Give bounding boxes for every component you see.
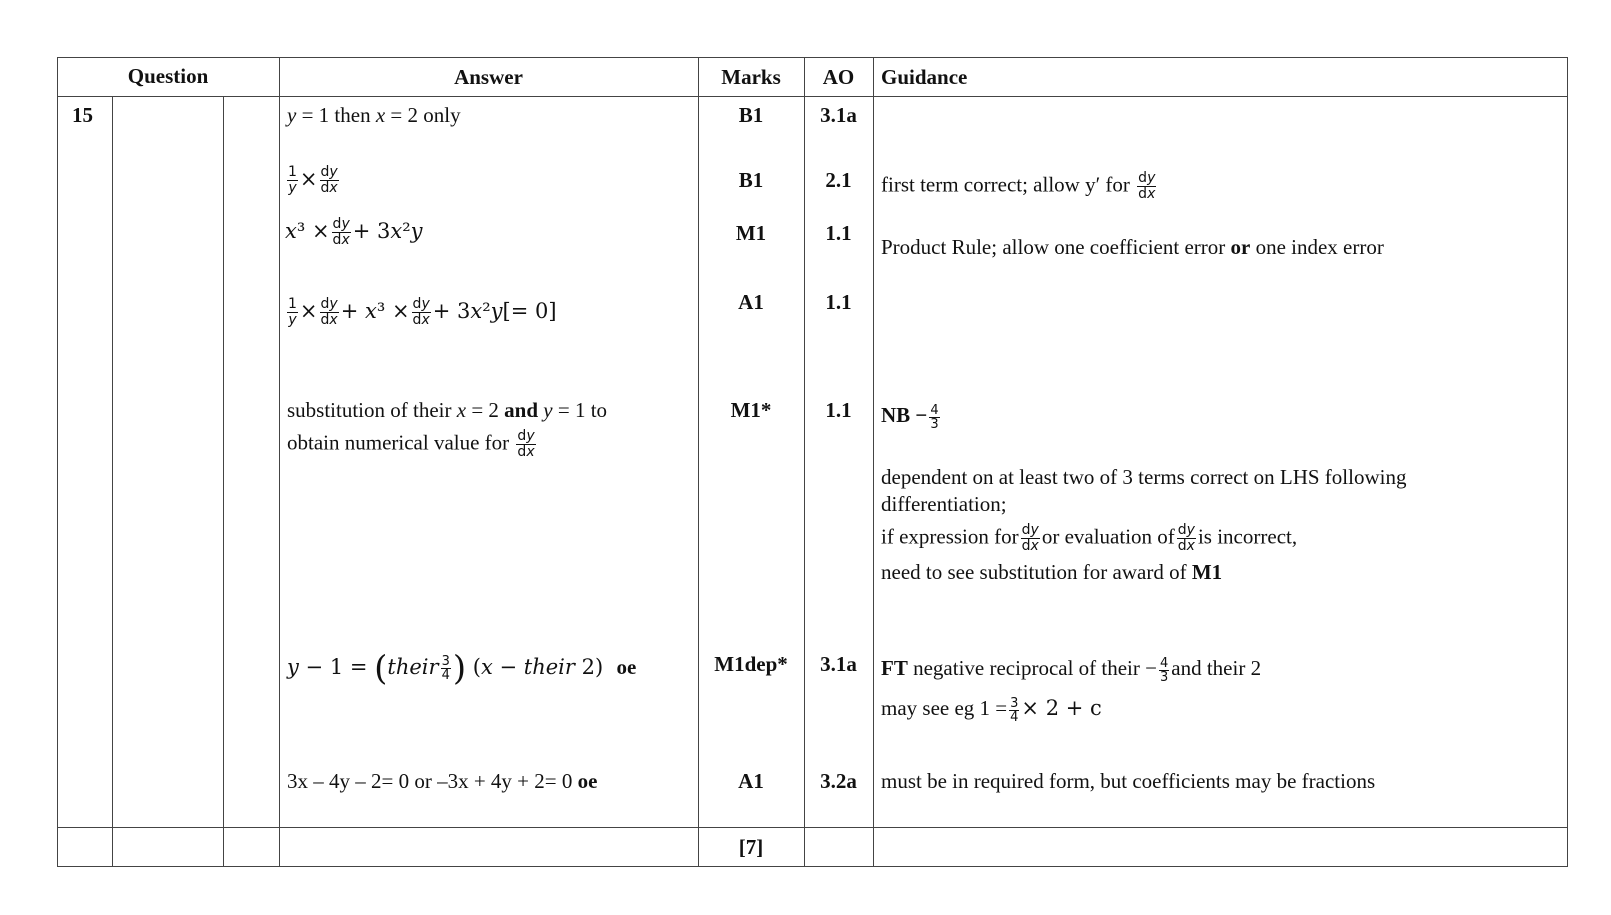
table-border-bottom	[57, 866, 1568, 867]
table-border-top	[57, 57, 1568, 58]
guidance-5-line2: differentiation;	[881, 492, 1007, 516]
ao-3: 1.1	[825, 221, 852, 245]
answer-line-2: $\frac{1}{y}$ × $\frac{dy}{dx}$	[288, 164, 338, 196]
header-divider	[57, 96, 1568, 97]
guidance-6-line1-b: and their 2	[1171, 656, 1262, 680]
guidance-6-line2-b: × 2 + c	[1021, 696, 1102, 720]
guidance-3-part-a: Product Rule; allow one coefficient error	[881, 235, 1231, 259]
column-divider	[873, 57, 874, 867]
answer-6-oe: oe	[616, 655, 637, 679]
header-guidance: Guidance	[881, 65, 968, 89]
answer-line-4: $\frac{1}{y}$ × $\frac{dy}{dx}$ + x³ × $\frac{dy}{dx}$ + 3x²y[= 0]	[288, 296, 557, 328]
guidance-5-line3: if expression for $\frac{dy}{dx}$ or evaluation of $\frac{dy}{dx}$ is incorrect,	[881, 522, 1298, 554]
answer-line-1: y = 1 then x = 2 only	[287, 103, 461, 127]
header-marks: Marks	[721, 65, 781, 89]
guidance-2: first term correct; allow y′ for $\frac{dy}{dx}$	[881, 170, 1156, 202]
table-border-left	[57, 57, 58, 867]
guidance-5-line3-b: or evaluation of	[1041, 524, 1175, 549]
guidance-3	[881, 234, 1384, 260]
mark-5: M1*	[730, 398, 772, 422]
mark-4: A1	[738, 290, 764, 314]
guidance-5-line1: dependent on at least two of 3 terms correct on LHS following	[881, 465, 1407, 489]
table-border-right	[1567, 57, 1568, 867]
answer-5-y: y	[538, 398, 553, 422]
total-row-divider	[57, 827, 1568, 828]
answer-line-6: y − 1 = (their $\frac{3}{4}$ ) (x − their 2) oe	[287, 648, 637, 689]
mark-3: M1	[735, 221, 767, 245]
column-divider	[112, 96, 113, 867]
column-divider	[279, 57, 280, 867]
answer-line-7	[287, 768, 597, 794]
ao-7: 3.2a	[820, 769, 857, 793]
column-divider	[223, 96, 224, 867]
guidance-2-text: first term correct; allow y′ for	[881, 172, 1130, 197]
ao-1: 3.1a	[820, 103, 857, 127]
answer-line-5a	[287, 397, 607, 423]
mark-7: A1	[738, 769, 764, 793]
header-answer: Answer	[454, 65, 523, 89]
guidance-5-line4	[881, 559, 1222, 585]
header-ao: AO	[822, 65, 855, 89]
guidance-6-line2-a: may see eg 1 =	[881, 696, 1008, 720]
answer-line-3: x³ × $\frac{dy}{dx}$ + 3x²y	[285, 216, 423, 248]
guidance-5-nb: NB − $\frac{4}{3}$	[881, 402, 939, 432]
ao-4: 1.1	[825, 290, 852, 314]
guidance-3-or: or	[1230, 235, 1251, 259]
ao-5: 1.1	[825, 398, 852, 422]
guidance-7: must be in required form, but coefficients may be fractions	[881, 769, 1376, 793]
guidance-6-line2: may see eg 1 = $\frac{3}{4}$ × 2 + c	[881, 695, 1102, 725]
header-question: Question	[127, 64, 209, 88]
answer-7-oe: oe	[577, 769, 598, 793]
guidance-6-line1-a: negative reciprocal of their −	[907, 656, 1157, 680]
mark-6: M1dep*	[714, 652, 788, 676]
guidance-5-line3-a: if expression for	[881, 524, 1019, 549]
answer-5-and: and	[504, 398, 539, 422]
guidance-5-line3-c: is incorrect,	[1197, 524, 1298, 549]
nb-label: NB −	[881, 403, 928, 427]
answer-5-text-a: substitution of their	[287, 398, 457, 422]
ao-2: 2.1	[825, 168, 852, 192]
answer-7-text: 3x – 4y – 2= 0 or –3x + 4y + 2= 0	[287, 769, 578, 793]
mark-1: B1	[738, 103, 764, 127]
ao-6: 3.1a	[820, 652, 857, 676]
answer-line-5b: obtain numerical value for $\frac{dy}{dx}$	[287, 428, 535, 460]
guidance-5-line4-text: need to see substitution for award of	[881, 560, 1192, 584]
answer-5-text-b: = 2	[466, 398, 505, 422]
answer-5-line2-text: obtain numerical value for	[287, 430, 510, 455]
guidance-6-line1: FT negative reciprocal of their − $\frac{4}{3}$ and their 2	[881, 655, 1262, 685]
guidance-3-part-b: one index error	[1250, 235, 1384, 259]
mark-2: B1	[738, 168, 764, 192]
answer-5-x: x	[456, 398, 467, 422]
mark-scheme-table	[57, 57, 1568, 867]
question-number: 15	[72, 103, 93, 127]
answer-5-text-c: = 1 to	[552, 398, 608, 422]
guidance-5-line4-m1: M1	[1191, 560, 1223, 584]
total-marks: [7]	[738, 835, 764, 859]
ft-label: FT	[881, 656, 908, 680]
